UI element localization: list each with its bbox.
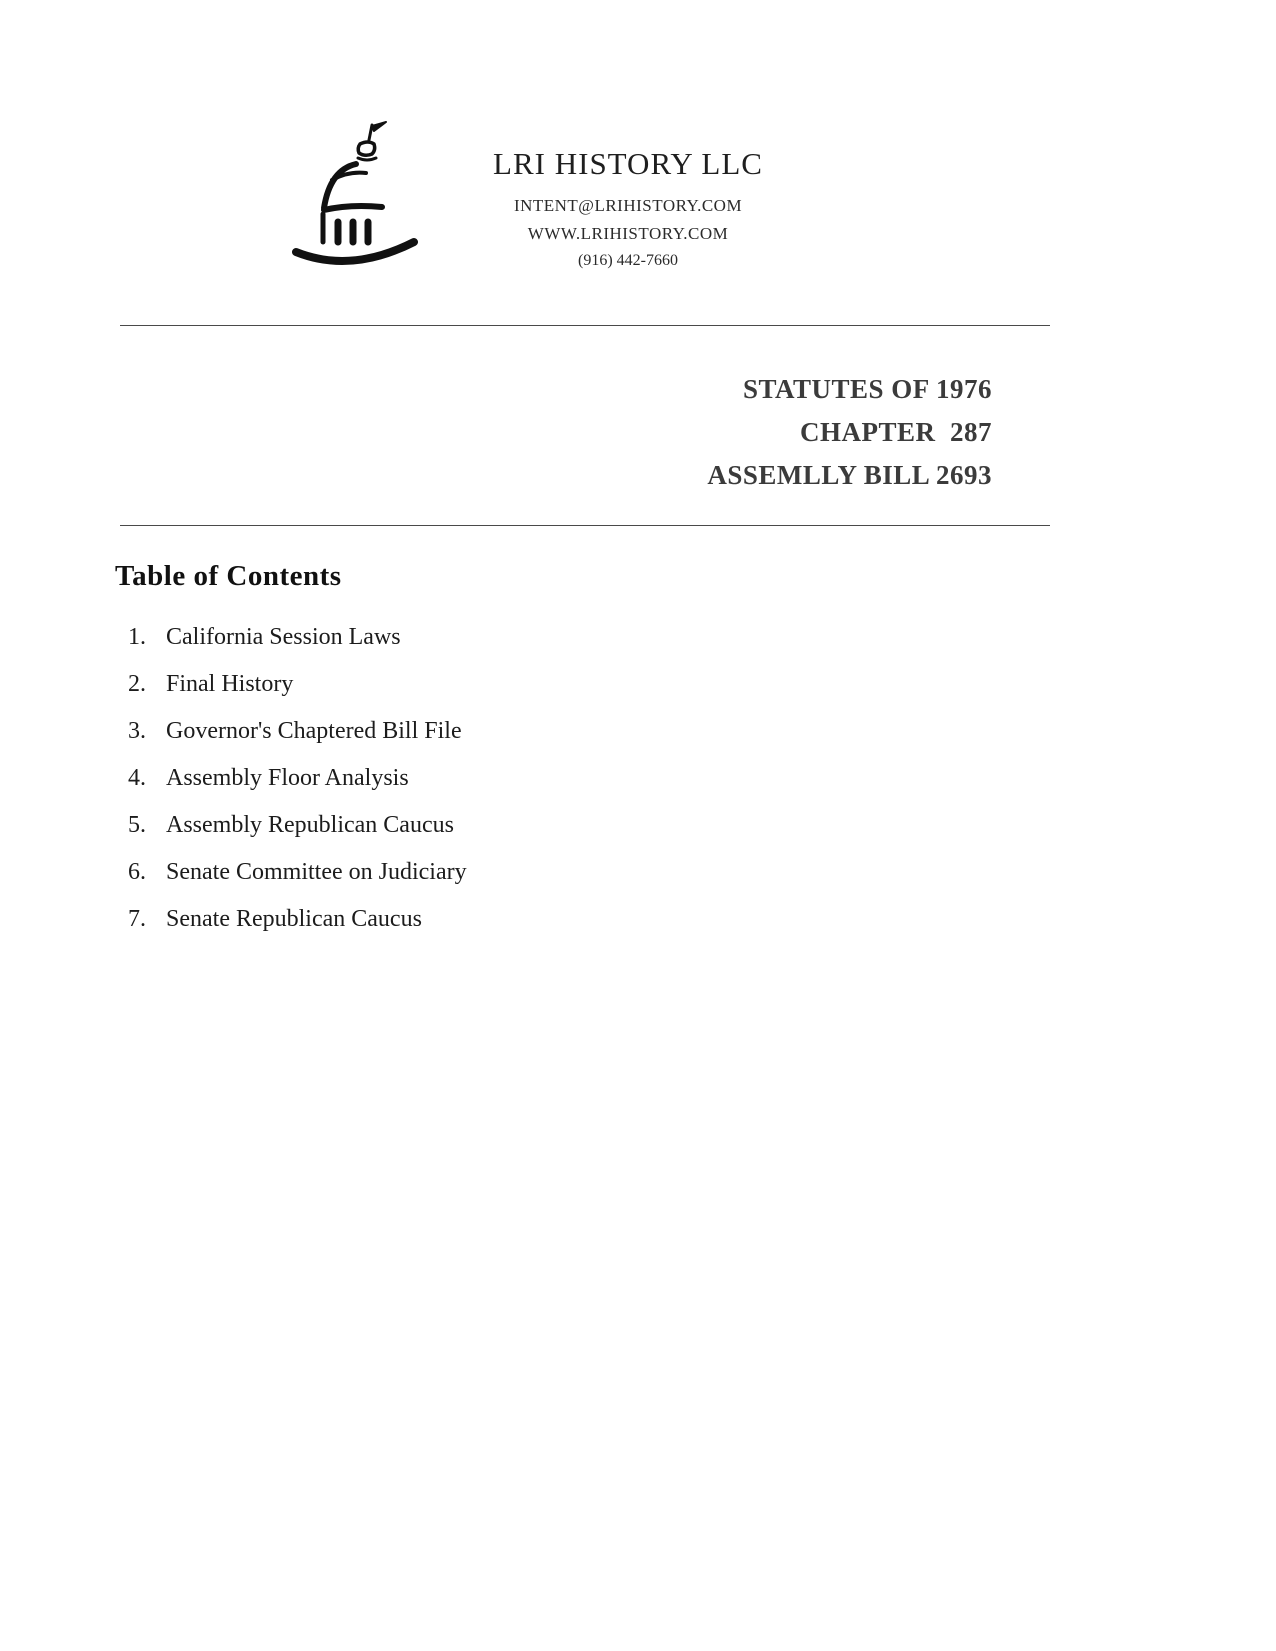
toc-list (152, 625, 467, 954)
capitol-logo-icon (290, 118, 440, 283)
statute-year: STATUTES OF 1976 (742, 374, 992, 404)
company-website: WWW.LRIHISTORY.COM (527, 224, 729, 243)
company-phone: (916) 442-7660 (578, 252, 678, 269)
statute-bill: ASSEMLLY BILL 2693 (707, 460, 992, 490)
toc-item: 1. California Session Laws (152, 625, 467, 649)
divider-bottom (120, 525, 1050, 526)
toc-item: 6. Senate Committee on Judiciary (152, 860, 467, 884)
toc-item: 7. Senate Republican Caucus (152, 907, 467, 931)
company-block (478, 146, 778, 270)
toc-item: 2. Final History (152, 672, 467, 696)
company-email: INTENT@LRIHISTORY.COM (513, 196, 743, 215)
header (290, 118, 778, 283)
statute-block (120, 368, 992, 497)
company-name: LRI HISTORY LLC (493, 146, 763, 181)
divider-top (120, 325, 1050, 326)
toc-title: Table of Contents (115, 560, 342, 592)
toc-item: 4. Assembly Floor Analysis (152, 766, 467, 790)
toc-item: 3. Governor's Chaptered Bill File (152, 719, 467, 743)
toc-item: 5. Assembly Republican Caucus (152, 813, 467, 837)
statute-chapter: CHAPTER 287 (799, 417, 992, 447)
